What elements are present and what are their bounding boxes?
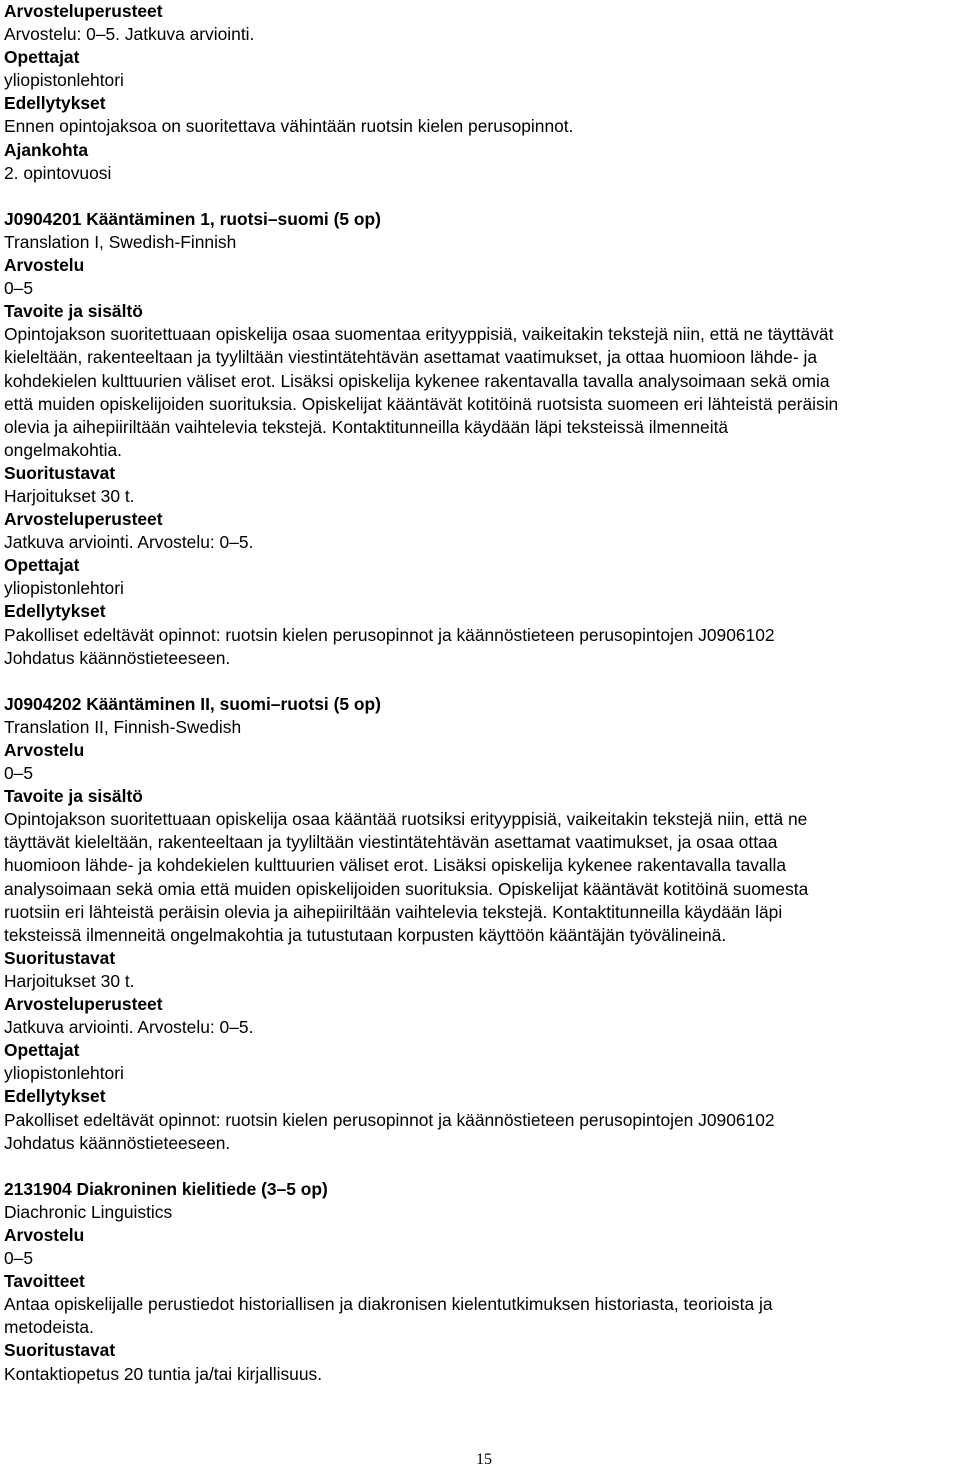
prerequisites-value: Ennen opintojaksoa on suoritettava vähintään ruotsin kielen perusopinnot. (4, 116, 574, 137)
aims-line: analysoimaan sekä omia että muiden opiskelijoiden suorituksia. Opiskelijat kääntävät kotitöinä suomesta (4, 878, 809, 899)
criteria-label: Arvosteluperusteet (4, 1, 163, 21)
course-english-title: Translation I, Swedish-Finnish (4, 231, 237, 252)
grading-label: Arvostelu (4, 255, 85, 276)
course-title: J0904201 Kääntäminen 1, ruotsi–suomi (5 op) (4, 208, 381, 229)
teachers-value: yliopistonlehtori (4, 1063, 124, 1084)
aims-line: huomioon lähde- ja kohdekielen kulttuurien väliset erot. Lisäksi opiskelija kykenee rakentavalla tavalla (4, 855, 787, 876)
course-title: J0904202 Kääntäminen II, suomi–ruotsi (5 op) (4, 693, 381, 714)
criteria-value: Arvostelu: 0–5. Jatkuva arviointi. (4, 24, 255, 45)
section-gap (4, 670, 956, 693)
teachers-label: Opettajat (4, 47, 80, 68)
grading-label: Arvostelu (4, 1224, 85, 1245)
methods-label: Suoritustavat (4, 462, 116, 483)
grading-label: Arvostelu (4, 740, 85, 760)
criteria-value: Jatkuva arviointi. Arvostelu: 0–5. (4, 1017, 254, 1038)
methods-label: Suoritustavat (4, 1340, 116, 1361)
timing-value: 2. opintovuosi (4, 162, 112, 183)
criteria-value: Jatkuva arviointi. Arvostelu: 0–5. (4, 532, 254, 553)
criteria-label: Arvosteluperusteet (4, 509, 163, 530)
aims-line: että muiden opiskelijoiden suorituksia. Opiskelijat kääntävät kotitöinä ruotsista suomeen eri lähteistä peräisin (4, 393, 839, 414)
timing-label: Ajankohta (4, 139, 89, 160)
aims-line: ruotsiin eri lähteistä peräisin olevia ja aihepiiriltään vaihtelevia tekstejä. Kontaktitunneilla käydään läpi (4, 901, 783, 922)
grading-value: 0–5 (4, 763, 34, 784)
methods-value: Harjoitukset 30 t. (4, 970, 135, 991)
criteria-label: Arvosteluperusteet (4, 994, 163, 1015)
course-english-title: Diachronic Linguistics (4, 1201, 173, 1222)
prerequisites-line: Johdatus käännöstieteeseen. (4, 1132, 231, 1153)
aims-line: Opintojakson suoritettuaan opiskelija osaa kääntää ruotsiksi erityyppisiä, vaikeitakin tekstejä niin, että ne (4, 809, 808, 830)
aims-line: olevia ja aihepiiriltään vaihtelevia tekstejä. Kontaktitunneilla käydään läpi teksteissä ilmenneitä (4, 416, 729, 437)
aims-line: teksteissä ilmenneitä ongelmakohtia ja tutustutaan korpusten käyttöön kääntäjän työvälineinä. (4, 924, 727, 945)
aims-line: täyttävät kieleltään, rakenteeltaan ja tyyliltään viestintätehtävän asettamat vaatimukset, ja osaa ottaa (4, 832, 778, 853)
grading-value: 0–5 (4, 278, 34, 299)
aims-line: kohdekielen kulttuurien väliset erot. Lisäksi opiskelija kykenee rakentavalla tavalla analysoimaan sekä omia (4, 370, 830, 391)
teachers-value: yliopistonlehtori (4, 70, 124, 91)
teachers-value: yliopistonlehtori (4, 578, 124, 599)
aims-line: kieleltään, rakenteeltaan ja tyyliltään viestintätehtävän asettamat vaatimukset, ja ottaa huomioon lähde- ja (4, 347, 818, 368)
aims-line: Opintojakson suoritettuaan opiskelija osaa suomentaa erityyppisiä, vaikeitakin tekstejä niin, että ne täyttävät (4, 324, 834, 345)
course-english-title: Translation II, Finnish-Swedish (4, 716, 242, 737)
prerequisites-label: Edellytykset (4, 93, 106, 114)
methods-label: Suoritustavat (4, 947, 116, 968)
course-title: 2131904 Diakroninen kielitiede (3–5 op) (4, 1178, 328, 1199)
page-number: 15 (476, 1451, 492, 1468)
methods-value: Kontaktiopetus 20 tuntia ja/tai kirjallisuus. (4, 1363, 323, 1384)
aims-label: Tavoite ja sisältö (4, 786, 143, 807)
section-gap (4, 185, 956, 208)
aims-label: Tavoite ja sisältö (4, 301, 143, 322)
prerequisites-line: Johdatus käännöstieteeseen. (4, 647, 231, 668)
aims-label: Tavoitteet (4, 1271, 85, 1292)
prerequisites-label: Edellytykset (4, 1086, 106, 1107)
aims-line: ongelmakohtia. (4, 439, 122, 460)
aims-line: metodeista. (4, 1317, 94, 1338)
document-page (4, 0, 956, 1386)
prerequisites-line: Pakolliset edeltävät opinnot: ruotsin kielen perusopinnot ja käännöstieteen perusopintojen J0906102 (4, 624, 775, 645)
aims-line: Antaa opiskelijalle perustiedot historiallisen ja diakronisen kielentutkimuksen historiasta, teorioista ja (4, 1294, 773, 1315)
grading-value: 0–5 (4, 1248, 34, 1269)
prerequisites-label: Edellytykset (4, 601, 106, 622)
teachers-label: Opettajat (4, 555, 80, 576)
prerequisites-line: Pakolliset edeltävät opinnot: ruotsin kielen perusopinnot ja käännöstieteen perusopintojen J0906102 (4, 1109, 775, 1130)
section-gap (4, 1155, 956, 1178)
teachers-label: Opettajat (4, 1040, 80, 1061)
methods-value: Harjoitukset 30 t. (4, 485, 135, 506)
